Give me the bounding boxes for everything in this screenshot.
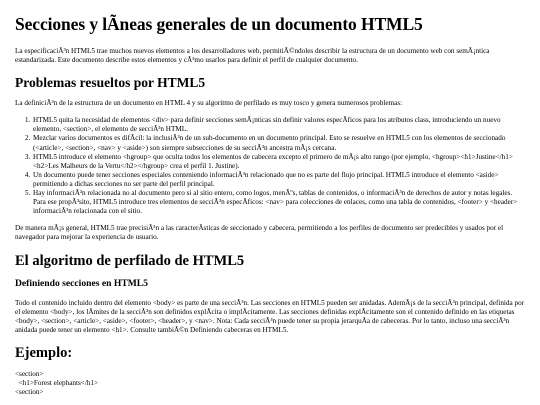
list-item: 5. Hay informaciÃ³n relacionada no al documento pero si al sitio entero, como logos, menÃºs, tablas de contenidos, o informaciÃ³n de derechos de autor y notas legales. Para ese propÃ³sito, HTML5 introduce tres elementos de secciÃ³n especÃficos: <nav> para colecciones de enlaces, como una tabla de contenidos, <footer> y <header> informaciÃ³n relacionada con el sitio.: [32, 189, 525, 216]
problems-heading: Problemas resueltos por HTML5: [15, 75, 206, 91]
list-item: 1. HTML5 quita la necesidad de elementos <div> para definir secciones semÃ¡nticas sin definir valores especÃficos para los atributos class, introduciendo un nuevo elemento, <section>, el elemento de secciÃ³n HTML.: [32, 116, 525, 134]
list-item: 2. Mezclar varios documentos es difÃcil: la inclusiÃ³n de un sub-documento en un documento principal. Esto se resuelve en HTML5 con los elementos de seccionado (<article>, <section>, <nav> y <aside>) son siempre subsecciones de su secciÃ³n ancestra mÃ¡s cercana.: [32, 134, 525, 152]
algorithm-heading: El algoritmo de perfilado de HTML5: [15, 252, 245, 269]
list-item: 4. Un documento puede tener secciones especiales conteniendo informaciÃ³n relacionado que no es parte del flujo principal. HTML5 introduce el elemento <aside> permitiendo a dichas secciones no ser parte del perfil principal.: [32, 171, 525, 189]
problems-list: [15, 116, 525, 216]
page-title: Secciones y lÃneas generales de un documento HTML5: [15, 14, 423, 34]
list-item: 3. HTML5 introduce el elemento <hgroup> que oculta todos los elementos de cabecera excepto el primero de mÃ¡s alto rango (por ejemplo, <hgroup><h1>Justine</h1><h2>Les Malheurs de la Vertu</h2></hgroup> crea el perfil 1. Justine).: [32, 153, 525, 171]
problems-closing: De manera mÃ¡s general, HTML5 trae precisiÃ³n a las caracterÃsticas de seccionado y cabecera, permitiendo a los perfiles de documento ser predecibles y usados por el navegador para mejorar la experiencia de usuario.: [15, 224, 504, 242]
example-code: <section> <h1>Forest elephants</h1> <section>: [15, 369, 99, 397]
algorithm-subheading: Definiendo secciones en HTML5: [15, 277, 148, 289]
intro-paragraph: La especificaciÃ³n HTML5 trae muchos nuevos elementos a los desarrolladores web, permitiÃ©ndoles describir la estructura de un documento web con semÃ¡ntica estandarizada. Este documento describe estos elementos y cÃ³mo usarlos para definir el perfil de cualquier documento.: [15, 47, 490, 65]
problems-lead: La definiciÃ³n de la estructura de un documento en HTML 4 y su algoritmo de perfilado es muy tosco y genera numerosos problemas:: [15, 99, 403, 108]
example-heading: Ejemplo:: [15, 344, 73, 361]
algorithm-body: Todo el contenido incluido dentro del elemento <body> es parte de una secciÃ³n. Las secciones en HTML5 pueden ser anidadas. AdemÃ¡s de la secciÃ³n principal, definida por el elemento <body>, los lÃmites de la secciÃ³n son definidos explÃcita o implÃcitamente. Las secciones definidas explÃcitamente son el contenido definido en las etiquetas <body>, <section>, <article>, <aside>, <footer>, <header>, y <nav>. Nota: Cada secciÃ³n puede tener su propia jerarquÃa de cabeceras. Por lo tanto, incluso una secciÃ³n anidada puede tener un elemento <h1>. Consulte tambiÃ©n Definiendo cabeceras en HTML5.: [15, 298, 525, 334]
